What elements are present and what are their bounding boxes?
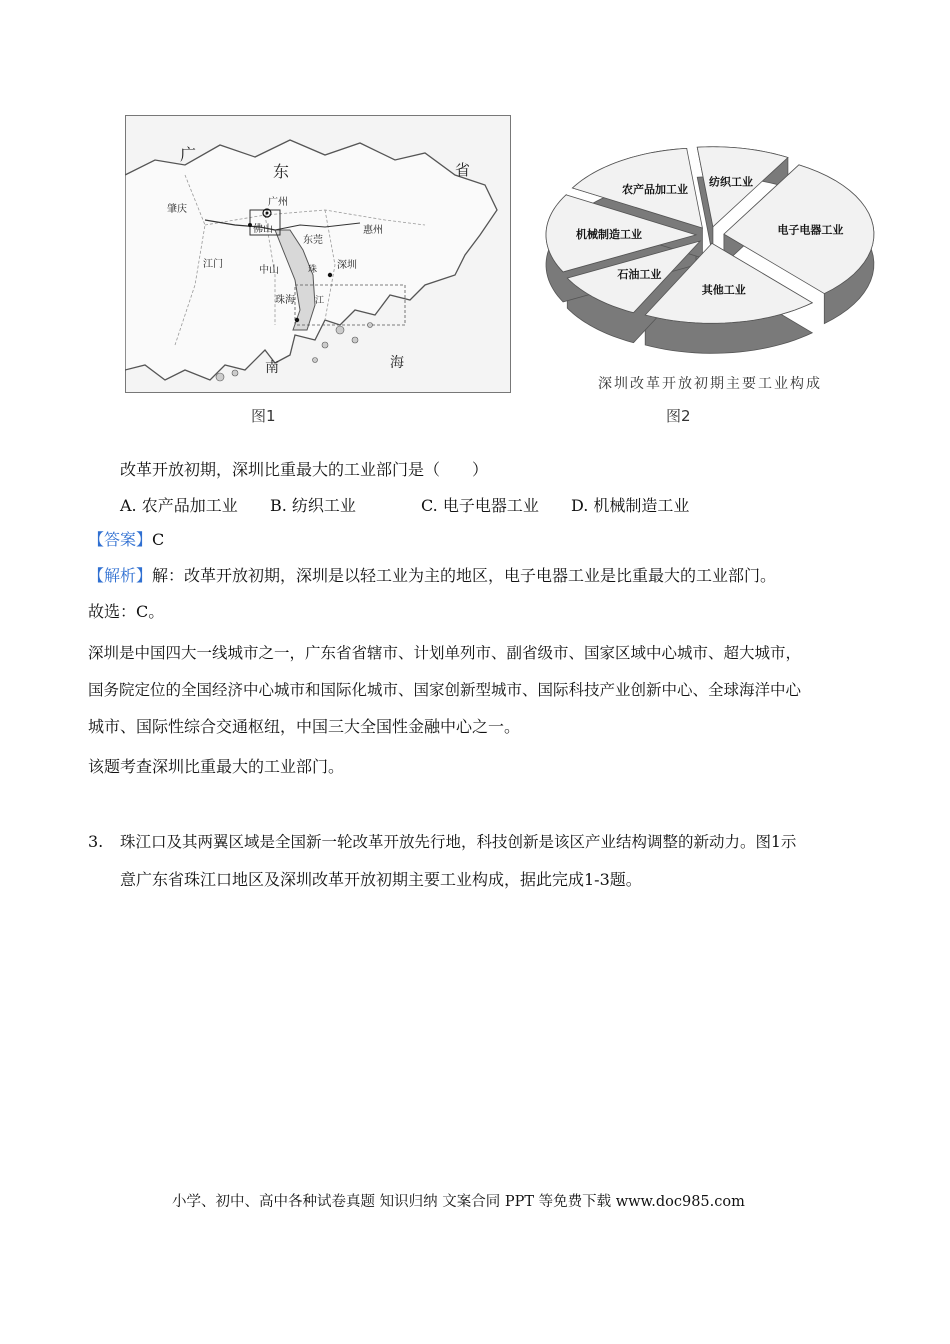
- question-stem: 改革开放初期，深圳比重最大的工业部门是（ ）: [120, 460, 489, 479]
- label-jiang: 江: [315, 296, 325, 306]
- analysis-para-line-1: 深圳是中国四大一线城市之一，广东省省辖市、计划单列市、副省级市、国家区域中心城市、超大城市，: [88, 644, 802, 662]
- pie-slice-5-label: 纺织工业: [708, 175, 753, 189]
- pie-slice-2-label: 石油工业: [617, 268, 662, 282]
- pie-slice-1-label: 其他工业: [701, 283, 746, 297]
- label-jiangmen: 江门: [203, 259, 223, 270]
- label-zhu: 珠: [308, 265, 318, 275]
- label-sheng: 省: [455, 161, 471, 179]
- label-guangzhou: 广州: [268, 197, 288, 208]
- analysis-summary: 该题考查深圳比重最大的工业部门。: [88, 757, 345, 776]
- analysis-para-line-3: 城市、国际性综合交通枢纽，中国三大全国性金融中心之一。: [88, 717, 521, 736]
- label-hai: 海: [390, 355, 404, 371]
- label-zhuhai: 珠海: [275, 295, 295, 306]
- option-c: C. 电子电器工业: [421, 496, 539, 515]
- page-footer: 小学、初中、高中各种试卷真题 知识归纳 文案合同 PPT 等免费下载 www.doc985.com: [172, 1194, 745, 1210]
- label-guang: 广: [180, 145, 197, 164]
- label-foshan: 佛山: [253, 224, 273, 235]
- question3-line-2: 意广东省珠江口地区及深圳改革开放初期主要工业构成，据此完成1-3题。: [120, 870, 642, 889]
- question3-number: 3.: [88, 832, 104, 851]
- option-d: D. 机械制造工业: [571, 496, 690, 515]
- label-shenzhen: 深圳: [337, 260, 357, 271]
- pie-chart: [535, 140, 885, 400]
- pie-slice-4-label: 农产品加工业: [621, 183, 688, 197]
- question3-line-1: 珠江口及其两翼区域是全国新一轮改革开放先行地，科技创新是该区产业结构调整的新动力。图1示: [120, 833, 797, 851]
- analysis-label: 【解析】: [88, 566, 153, 585]
- analysis-text: 解：改革开放初期，深圳是以轻工业为主的地区，电子电器工业是比重最大的工业部门。: [152, 566, 777, 585]
- chart-title: 深圳改革开放初期主要工业构成: [598, 376, 822, 392]
- label-zhaoqing: 肇庆: [167, 204, 187, 215]
- analysis-para-line-2: 国务院定位的全国经济中心城市和国际化城市、国家创新型城市、国际科技产业创新中心、全球海洋中心: [88, 681, 802, 699]
- answer-label: 【答案】: [88, 530, 153, 549]
- zhuhai-dot: [295, 318, 299, 322]
- answer-value: C: [152, 530, 165, 549]
- option-a: A. 农产品加工业: [120, 496, 238, 515]
- label-zhongshan: 中山: [259, 265, 279, 276]
- figure1-caption: 图1: [251, 407, 276, 425]
- foshan-dot: [248, 223, 252, 227]
- shenzhen-dot: [328, 273, 332, 277]
- label-dong: 东: [273, 162, 290, 181]
- map-figure: [125, 115, 511, 393]
- option-b: B. 纺织工业: [270, 496, 356, 515]
- answer-row: [88, 530, 164, 550]
- figure2-caption: 图2: [666, 407, 691, 425]
- label-dongguan: 东莞: [303, 235, 323, 246]
- label-huizhou: 惠州: [363, 225, 383, 236]
- analysis-row: [88, 566, 776, 586]
- analysis-choice: 故选：C。: [88, 602, 165, 621]
- label-nan: 南: [265, 360, 279, 376]
- pie-slice-3-label: 机械制造工业: [576, 227, 643, 241]
- pie-slice-0-label: 电子电器工业: [777, 223, 844, 237]
